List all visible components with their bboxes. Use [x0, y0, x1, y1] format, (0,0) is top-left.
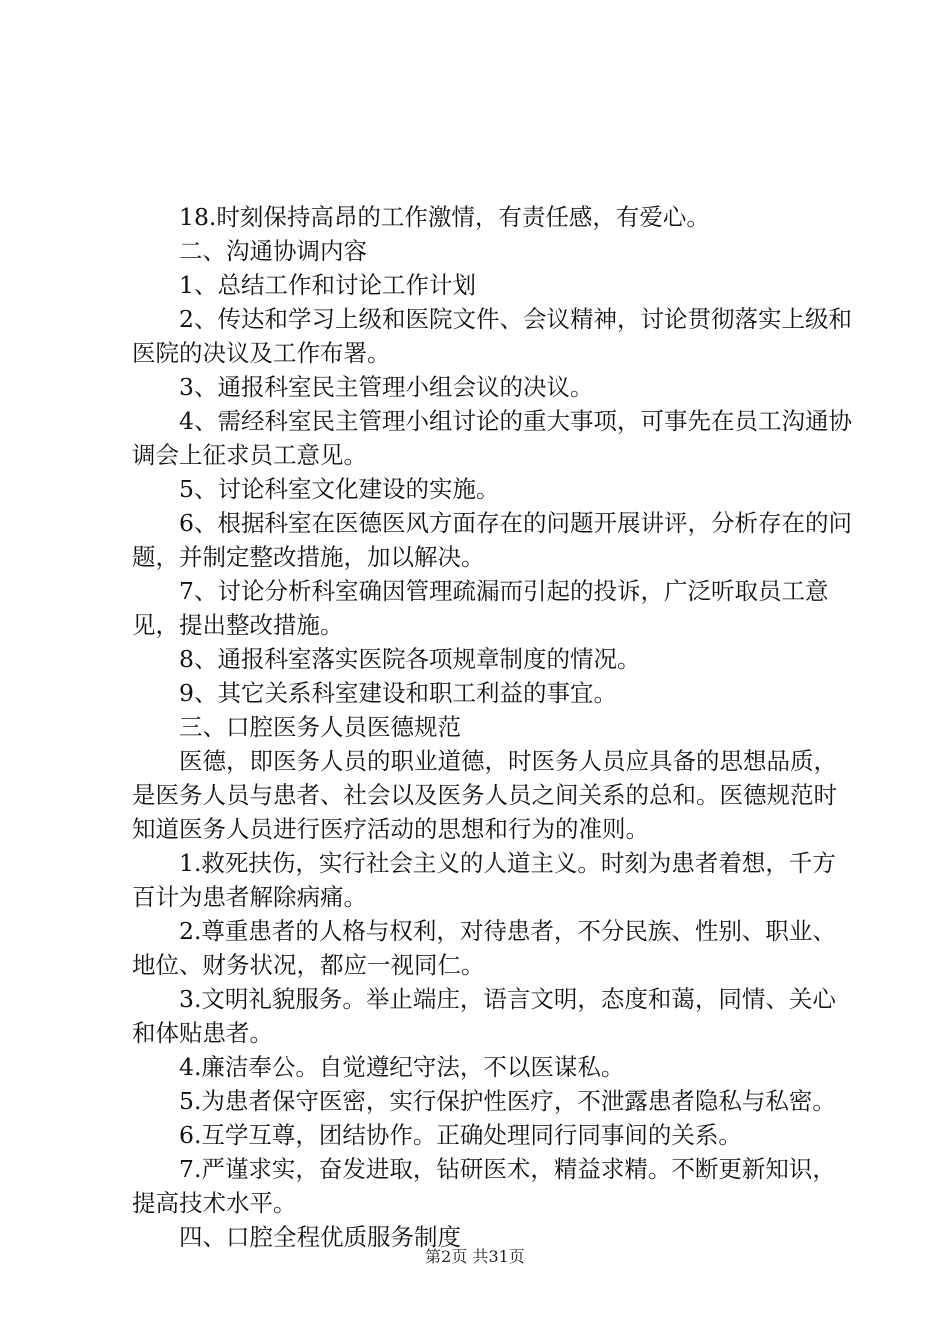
paragraph: 2.尊重患者的人格与权利，对待患者，不分民族、性别、职业、地位、财务状况，都应一视同仁。	[132, 917, 836, 979]
section-heading: 四、口腔全程优质服务制度	[179, 1223, 461, 1251]
paragraph: 5、讨论科室文化建设的实施。	[179, 475, 500, 503]
paragraph: 7、讨论分析科室确因管理疏漏而引起的投诉，广泛听取员工意见，提出整改措施。	[132, 577, 829, 639]
section-heading: 三、口腔医务人员医德规范	[179, 713, 461, 741]
paragraph: 3、通报科室民主管理小组会议的决议。	[179, 373, 594, 401]
paragraph: 4.廉洁奉公。自觉遵纪守法，不以医谋私。	[179, 1053, 625, 1081]
paragraph: 9、其它关系科室建设和职工利益的事宜。	[179, 679, 617, 707]
page-number-footer: 第2页 共31页	[425, 1247, 525, 1266]
paragraph: 6、根据科室在医德医风方面存在的问题开展讲评，分析存在的问题，并制定整改措施，加以解决。	[132, 509, 852, 571]
paragraph: 6.互学互尊，团结协作。正确处理同行同事间的关系。	[179, 1121, 742, 1149]
document-body	[132, 200, 852, 1254]
paragraph: 18.时刻保持高昂的工作激情，有责任感，有爱心。	[179, 203, 710, 231]
paragraph: 医德，即医务人员的职业道德，时医务人员应具备的思想品质，是医务人员与患者、社会以及医务人员之间关系的总和。医德规范时知道医务人员进行医疗活动的思想和行为的准则。	[132, 747, 837, 843]
paragraph: 4、需经科室民主管理小组讨论的重大事项，可事先在员工沟通协调会上征求员工意见。	[132, 407, 852, 469]
paragraph: 2、传达和学习上级和医院文件、会议精神，讨论贯彻落实上级和医院的决议及工作布署。	[132, 305, 852, 367]
paragraph: 3.文明礼貌服务。举止端庄，语言文明，态度和蔼，同情、关心和体贴患者。	[132, 985, 836, 1047]
paragraph: 8、通报科室落实医院各项规章制度的情况。	[179, 645, 641, 673]
section-heading: 二、沟通协调内容	[179, 237, 367, 265]
paragraph: 5.为患者保守医密，实行保护性医疗，不泄露患者隐私与私密。	[179, 1087, 836, 1115]
paragraph: 1、总结工作和讨论工作计划	[179, 271, 476, 299]
paragraph: 7.严谨求实，奋发进取，钻研医术，精益求精。不断更新知识，提高技术水平。	[132, 1155, 836, 1217]
paragraph: 1.救死扶伤，实行社会主义的人道主义。时刻为患者着想，千方百计为患者解除病痛。	[132, 849, 836, 911]
